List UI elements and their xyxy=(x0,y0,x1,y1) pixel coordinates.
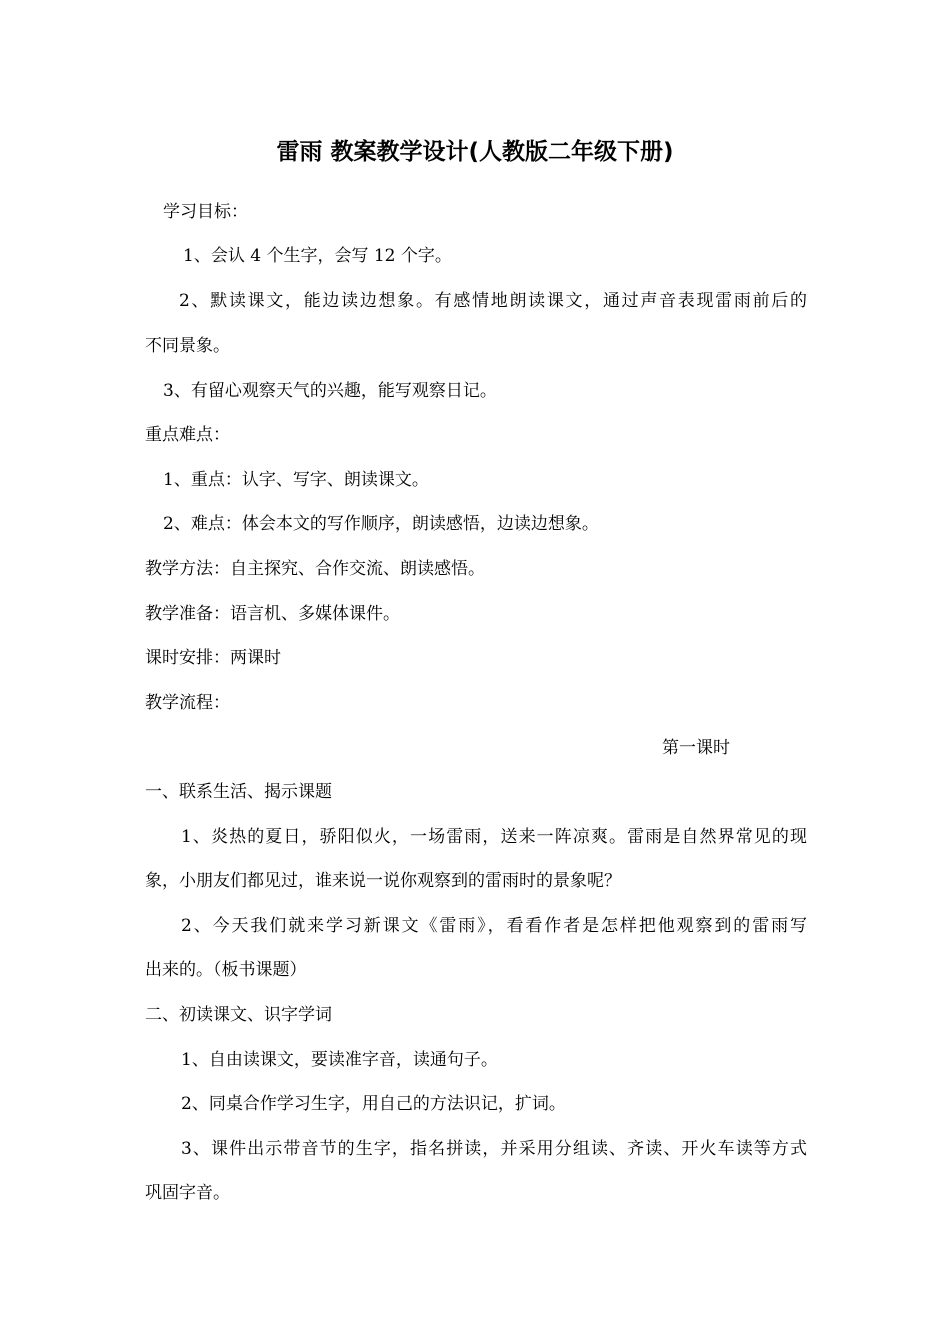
objective-3: 3、有留心观察天气的兴趣，能写观察日记。 xyxy=(163,381,497,401)
section-2-paragraph-1: 1、自由读课文，要读准字音，读通句子。 xyxy=(181,1050,498,1070)
objective-1: 1、会认 4 个生字，会写 12 个字。 xyxy=(183,246,452,266)
section-2-paragraph-3-line-2: 巩固字音。 xyxy=(145,1183,230,1203)
section-1-heading: 一、联系生活、揭示课题 xyxy=(145,782,332,802)
objectives-heading: 学习目标： xyxy=(163,202,248,222)
lesson-label: 第一课时 xyxy=(662,738,730,758)
section-2-paragraph-2: 2、同桌合作学习生字，用自己的方法识记，扩词。 xyxy=(181,1094,566,1114)
section-1-paragraph-2-line-2: 出来的。（板书课题） xyxy=(145,960,307,980)
keypoints-heading: 重点难点： xyxy=(145,425,230,445)
section-2-paragraph-3-line-1: 3、课件出示带音节的生字，指名拼读，并采用分组读、齐读、开火车读等方式 xyxy=(181,1139,807,1159)
keypoint-1: 1、重点：认字、写字、朗读课文。 xyxy=(163,470,429,490)
objective-2-line-2: 不同景象。 xyxy=(145,336,230,356)
document-title: 雷雨 教案教学设计(人教版二年级下册) xyxy=(276,139,674,165)
section-1-paragraph-2-line-1: 2、今天我们就来学习新课文《雷雨》，看看作者是怎样把他观察到的雷雨写 xyxy=(181,916,807,936)
section-2-heading: 二、初读课文、识字学词 xyxy=(145,1005,332,1025)
keypoint-2: 2、难点：体会本文的写作顺序，朗读感悟，边读边想象。 xyxy=(163,514,599,534)
lesson-schedule: 课时安排：两课时 xyxy=(145,648,281,668)
section-1-paragraph-1-line-1: 1、炎热的夏日，骄阳似火，一场雷雨，送来一阵凉爽。雷雨是自然界常见的现 xyxy=(181,827,807,847)
process-heading: 教学流程： xyxy=(145,693,230,713)
section-1-paragraph-1-line-2: 象，小朋友们都见过，谁来说一说你观察到的雷雨时的景象呢？ xyxy=(145,871,621,891)
objective-2-line-1: 2、默读课文，能边读边想象。有感情地朗读课文，通过声音表现雷雨前后的 xyxy=(179,291,807,311)
teaching-method: 教学方法：自主探究、合作交流、朗读感悟。 xyxy=(145,559,485,579)
teaching-preparation: 教学准备：语言机、多媒体课件。 xyxy=(145,604,400,624)
